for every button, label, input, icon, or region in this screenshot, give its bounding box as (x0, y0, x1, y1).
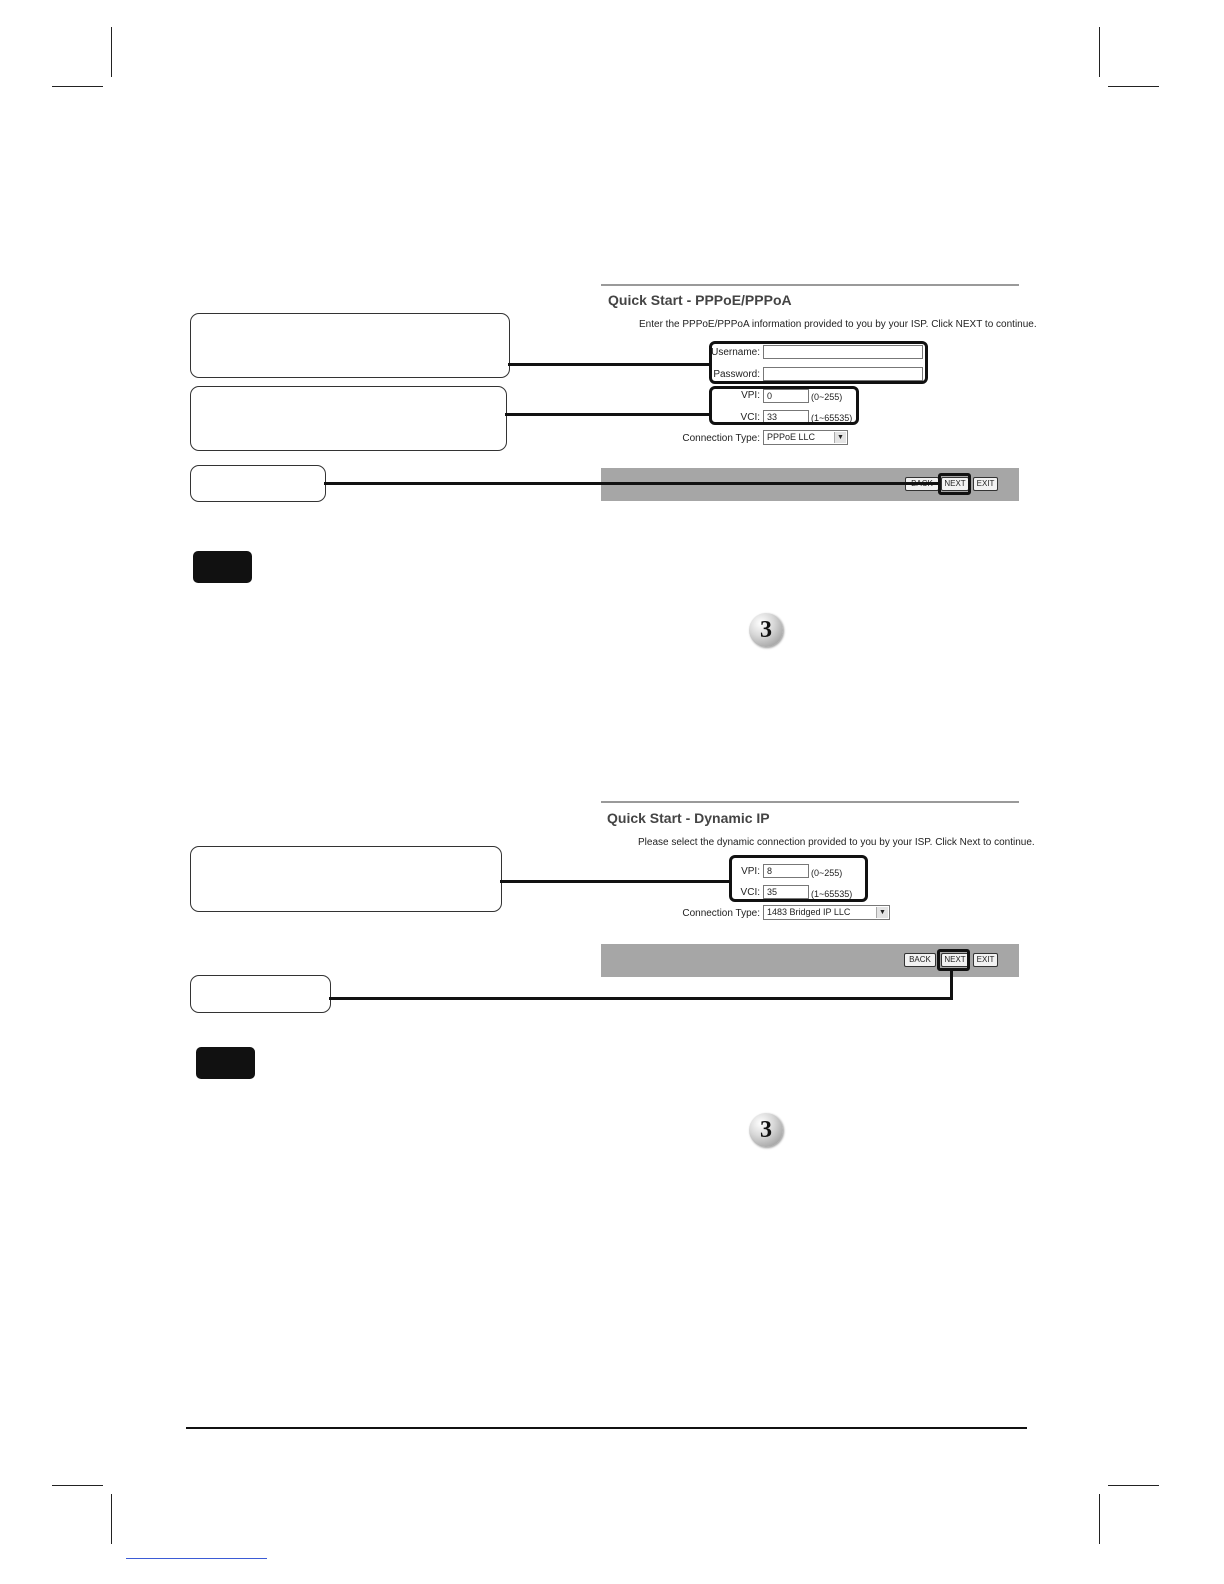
footer-rule (186, 1427, 1027, 1429)
vpi-range: (0~255) (811, 392, 843, 402)
vpi-label: VPI: (741, 390, 760, 401)
exit-button[interactable]: EXIT (973, 477, 998, 491)
instruction-text: Enter the PPPoE/PPPoA information provided to you by your ISP. Click NEXT to continue. (639, 319, 1037, 330)
step-number-icon: 3 (749, 1113, 783, 1147)
back-button[interactable]: BACK (904, 953, 936, 967)
callout-vpi-vci (190, 846, 502, 912)
callout-vpi-vci (190, 386, 507, 451)
leader-line-username (508, 363, 710, 366)
footer-link-underline (126, 1558, 267, 1559)
highlight-vpi-vci (729, 855, 868, 902)
screenshot-top-rule (601, 284, 1019, 286)
vpi-range: (0~255) (811, 868, 843, 878)
leader-line-next (324, 482, 939, 485)
note-badge (193, 551, 252, 583)
callout-next (190, 975, 331, 1013)
vci-range: (1~65535) (811, 413, 853, 423)
page-title: Quick Start - PPPoE/PPPoA (608, 292, 792, 308)
leader-line-next-v (950, 969, 953, 1000)
next-button[interactable]: NEXT (941, 477, 969, 491)
leader-line-vpi-a (505, 413, 623, 416)
screenshot-top-rule (601, 801, 1019, 803)
crop-mark-top-left-h (52, 86, 103, 87)
crop-mark-bottom-left-v (111, 1494, 112, 1544)
chevron-down-icon: ▼ (876, 907, 888, 918)
callout-username-password (190, 313, 510, 378)
step-number-icon: 3 (749, 613, 783, 647)
vci-label: VCI: (740, 887, 760, 898)
crop-mark-top-left-v (111, 27, 112, 77)
highlight-username-password (709, 341, 928, 384)
crop-mark-bottom-right-v (1099, 1494, 1100, 1544)
page-title: Quick Start - Dynamic IP (607, 810, 770, 826)
highlight-next-button (937, 949, 970, 971)
connection-type-select[interactable] (763, 905, 890, 920)
password-label: Password: (713, 369, 760, 380)
connection-type-select[interactable] (763, 430, 848, 445)
leader-line-vpi (500, 880, 730, 883)
next-button[interactable]: NEXT (941, 953, 969, 967)
username-label: Username: (711, 347, 760, 358)
crop-mark-top-right-v (1099, 27, 1100, 77)
chevron-down-icon: ▼ (834, 432, 846, 443)
leader-line-vpi-b (622, 413, 710, 416)
callout-next (190, 465, 326, 502)
highlight-next-button (938, 473, 971, 495)
instruction-text: Please select the dynamic connection provided to you by your ISP. Click Next to continue. (638, 837, 1035, 848)
leader-line-next-h (329, 997, 952, 1000)
vpi-label: VPI: (741, 866, 760, 877)
exit-button[interactable]: EXIT (973, 953, 998, 967)
vci-label: VCI: (740, 412, 760, 423)
crop-mark-top-right-h (1108, 86, 1159, 87)
connection-type-value: 1483 Bridged IP LLC (767, 907, 851, 917)
connection-type-label: Connection Type: (682, 433, 760, 444)
connection-type-label: Connection Type: (682, 908, 760, 919)
highlight-vpi-vci (709, 386, 859, 425)
connection-type-value: PPPoE LLC (767, 432, 816, 442)
vci-range: (1~65535) (811, 889, 853, 899)
crop-mark-bottom-right-h (1108, 1485, 1159, 1486)
crop-mark-bottom-left-h (52, 1485, 103, 1486)
note-badge (196, 1047, 255, 1079)
